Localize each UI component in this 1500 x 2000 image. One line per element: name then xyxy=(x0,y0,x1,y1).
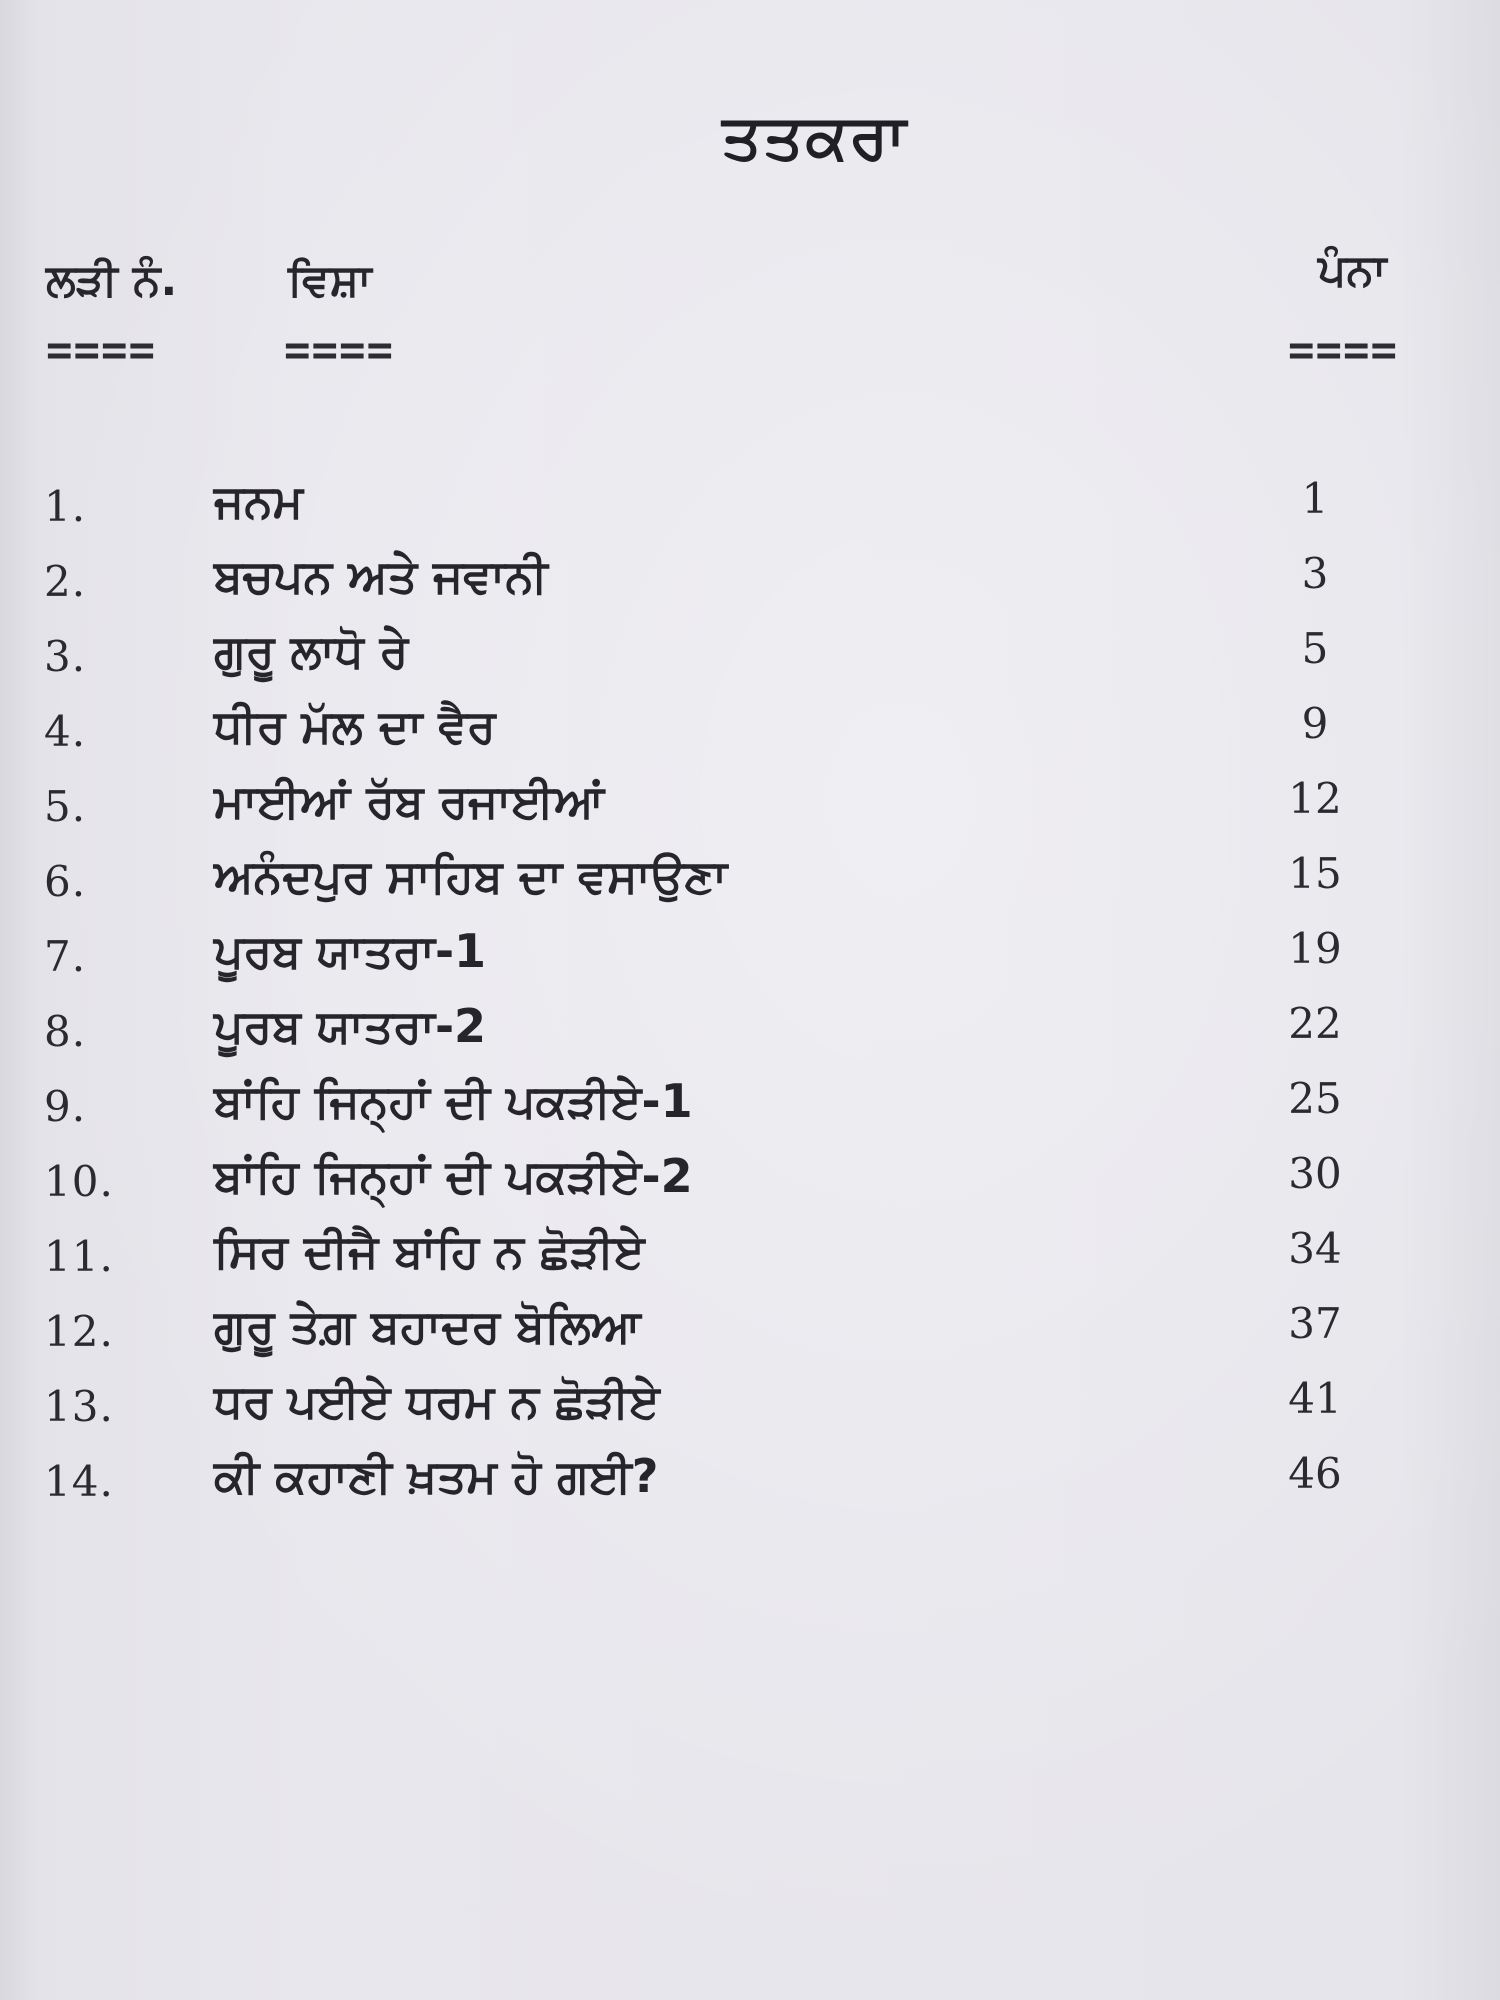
toc-entry xyxy=(0,1293,1500,1368)
table-of-contents xyxy=(0,468,1500,1518)
toc-entry-page: 3 xyxy=(1301,549,1329,598)
toc-entry-subject: ਬਾਂਹਿ ਜਿਨ੍ਹਾਂ ਦੀ ਪਕੜੀਏ-1 xyxy=(214,1074,693,1128)
header-rule-number: ==== xyxy=(46,325,156,376)
toc-entry-subject: ਧਰ ਪਈਏ ਧਰਮ ਨ ਛੋੜੀਏ xyxy=(214,1374,660,1428)
header-rule-page: ==== xyxy=(1288,325,1398,376)
toc-entry-page: 22 xyxy=(1288,999,1342,1048)
toc-entry-subject: ਪੂਰਬ ਯਾਤਰਾ-1 xyxy=(214,924,487,978)
toc-entry-number: 4. xyxy=(44,707,87,756)
toc-entry-page: 41 xyxy=(1288,1374,1342,1423)
toc-entry xyxy=(0,1068,1500,1143)
toc-entry-number: 2. xyxy=(44,557,87,606)
toc-entry-subject: ਧੀਰ ਮੱਲ ਦਾ ਵੈਰ xyxy=(214,699,496,753)
toc-entry-subject: ਬਾਂਹਿ ਜਿਨ੍ਹਾਂ ਦੀ ਪਕੜੀਏ-2 xyxy=(214,1149,693,1203)
toc-entry-number: 9. xyxy=(44,1082,87,1131)
toc-entry xyxy=(0,543,1500,618)
toc-entry xyxy=(0,993,1500,1068)
toc-entry-subject: ਸਿਰ ਦੀਜੈ ਬਾਂਹਿ ਨ ਛੋੜੀਏ xyxy=(214,1224,645,1278)
header-page: ਪੰਨਾ xyxy=(1318,245,1387,296)
toc-entry xyxy=(0,693,1500,768)
header-serial-number: ਲੜੀ ਨੰ. xyxy=(46,255,178,306)
toc-entry-number: 5. xyxy=(44,782,87,831)
toc-entry-page: 5 xyxy=(1301,624,1329,673)
toc-entry-subject: ਪੂਰਬ ਯਾਤਰਾ-2 xyxy=(214,999,487,1053)
toc-entry-number: 1. xyxy=(44,482,87,531)
toc-entry-number: 14. xyxy=(44,1457,114,1506)
toc-entry-page: 34 xyxy=(1288,1224,1342,1273)
toc-entry-page: 30 xyxy=(1288,1149,1342,1198)
toc-entry xyxy=(0,768,1500,843)
toc-entry-subject: ਮਾਈਆਂ ਰੱਬ ਰਜਾਈਆਂ xyxy=(214,774,605,828)
toc-entry xyxy=(0,843,1500,918)
toc-entry-page: 46 xyxy=(1288,1449,1342,1498)
toc-entry-number: 6. xyxy=(44,857,87,906)
toc-entry-subject: ਕੀ ਕਹਾਣੀ ਖ਼ਤਮ ਹੋ ਗਈ? xyxy=(214,1449,659,1503)
toc-entry-number: 12. xyxy=(44,1307,114,1356)
toc-entry xyxy=(0,1143,1500,1218)
toc-entry-subject: ਗੁਰੂ ਤੇਗ਼ ਬਹਾਦਰ ਬੋਲਿਆ xyxy=(214,1299,641,1353)
toc-entry xyxy=(0,1218,1500,1293)
toc-entry-page: 12 xyxy=(1288,774,1342,823)
toc-entry xyxy=(0,1368,1500,1443)
toc-entry-page: 1 xyxy=(1301,474,1329,523)
toc-entry-subject: ਬਚਪਨ ਅਤੇ ਜਵਾਨੀ xyxy=(214,549,548,603)
toc-entry-number: 3. xyxy=(44,632,87,681)
toc-entry-page: 25 xyxy=(1288,1074,1342,1123)
toc-entry-subject: ਗੁਰੂ ਲਾਧੋ ਰੇ xyxy=(214,624,409,678)
toc-entry-page: 19 xyxy=(1288,924,1342,973)
toc-entry-number: 8. xyxy=(44,1007,87,1056)
toc-entry-subject: ਜਨਮ xyxy=(214,474,304,528)
toc-entry-number: 7. xyxy=(44,932,87,981)
toc-entry xyxy=(0,1443,1500,1518)
toc-entry-number: 13. xyxy=(44,1382,114,1431)
toc-entry-page: 9 xyxy=(1301,699,1329,748)
toc-entry-number: 10. xyxy=(44,1157,114,1206)
toc-entry xyxy=(0,918,1500,993)
header-subject: ਵਿਸ਼ਾ xyxy=(288,255,372,306)
header-rule-subject: ==== xyxy=(284,325,394,376)
toc-entry-page: 37 xyxy=(1288,1299,1342,1348)
toc-entry xyxy=(0,618,1500,693)
toc-entry-page: 15 xyxy=(1288,849,1342,898)
toc-entry xyxy=(0,468,1500,543)
page-title: ਤਤਕਰਾ xyxy=(722,100,908,173)
toc-entry-number: 11. xyxy=(44,1232,114,1281)
toc-entry-subject: ਅਨੰਦਪੁਰ ਸਾਹਿਬ ਦਾ ਵਸਾਉਣਾ xyxy=(214,849,728,903)
